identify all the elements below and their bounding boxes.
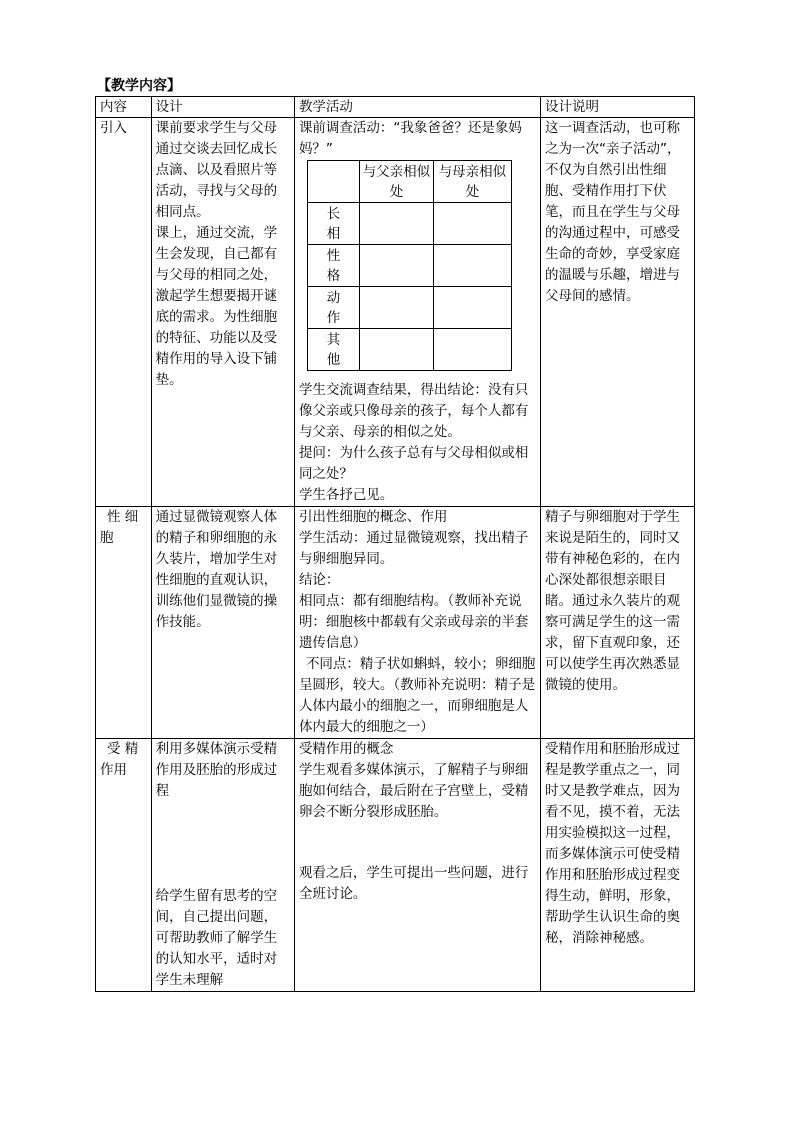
row-content-cell	[96, 118, 152, 507]
activity-text: 课前调查活动：“我象爸爸？还是象妈妈？”	[298, 120, 522, 157]
survey-header-row	[307, 161, 511, 203]
design-text: 通过显微镜观察人体的精子和卵细胞的永久装片，增加学生对性细胞的直观认识，训练他们显微镜的操作技能。	[155, 509, 278, 630]
survey-row-label: 动作	[307, 287, 359, 329]
activity-text: 不同点：精子状如蝌蚪，较小；卵细胞呈圆形，较大。（教师补充说明：精子是人体内最小的细胞之一，而卵细胞是人体内最大的细胞之一）	[298, 656, 536, 735]
survey-row	[307, 203, 511, 245]
note-text: 精子与卵细胞对于学生来说是陌生的，同时又带有神秘色彩的，在内心深处都很想亲眼目睹。通过永久装片的观察可满足学生的这一需求，留下直观印象，还可以使学生再次熟悉显微镜的使用。	[544, 509, 680, 693]
table-row	[96, 739, 695, 992]
spacer	[299, 823, 536, 863]
row-note-cell	[540, 739, 694, 992]
design-text: 课前要求学生与父母通过交谈去回忆成长点滴、以及看照片等活动，寻找与父母的相同点。	[155, 120, 278, 220]
row-design-cell	[151, 118, 294, 507]
activity-text: 相同点：都有细胞结构。（教师补充说明：细胞核中都载有父亲或母亲的半套遗传信息）	[298, 593, 529, 651]
survey-cell	[433, 245, 511, 287]
activity-text: 学生各抒己见。	[298, 487, 394, 503]
row-activity-cell	[294, 507, 540, 739]
survey-table	[307, 160, 512, 371]
activity-text: 提问：为什么孩子总有与父母相似或相同之处？	[298, 445, 529, 482]
table-header-row	[96, 97, 695, 118]
row-design-cell	[151, 739, 294, 992]
survey-header-cell: 与母亲相似处	[433, 161, 511, 203]
survey-cell	[359, 329, 433, 371]
row-note-cell	[540, 507, 694, 739]
activity-text: 引出性细胞的概念、作用	[298, 509, 448, 525]
design-text: 课上，通过交流，学生会发现，自己都有与父母的相同之处，激起学生想要揭开谜底的需求。为性细胞的特征、功能以及受精作用的导入设下铺垫。	[155, 225, 278, 388]
header-activity: 教学活动	[294, 97, 540, 118]
activity-text: 观看之后，学生可提出一些问题，进行全班讨论。	[298, 865, 529, 902]
header-note: 设计说明	[540, 97, 694, 118]
row-activity-cell	[294, 739, 540, 992]
survey-row	[307, 287, 511, 329]
survey-header-cell	[307, 161, 359, 203]
survey-cell	[359, 245, 433, 287]
table-row	[96, 118, 695, 507]
note-text: 受精作用和胚胎形成过程是教学重点之一，同时又是教学难点，因为看不见，摸不着，无法用实验模拟这一过程，而多媒体演示可使受精作用和胚胎形成过程变得生动，鲜明，形象，帮助学生认识生命的奥秘，消除神秘感。	[544, 741, 680, 946]
table-row	[96, 507, 695, 739]
survey-cell	[359, 203, 433, 245]
row-content-label: 受 精作用	[100, 741, 139, 778]
survey-row-label: 其他	[307, 329, 359, 371]
survey-row	[307, 329, 511, 371]
survey-row-label: 性格	[307, 245, 359, 287]
section-title: 【教学内容】	[97, 78, 181, 94]
row-design-cell	[151, 507, 294, 739]
row-activity-cell	[294, 118, 540, 507]
survey-cell	[359, 287, 433, 329]
survey-row	[307, 245, 511, 287]
row-content-cell	[96, 739, 152, 992]
survey-cell	[433, 287, 511, 329]
header-design: 设计	[151, 97, 294, 118]
activity-text: 受精作用的概念	[298, 741, 394, 757]
design-text: 利用多媒体演示受精作用及胚胎的形成过程	[155, 741, 278, 799]
row-content-cell	[96, 507, 152, 739]
header-content: 内容	[96, 97, 152, 118]
row-content-label: 性 细胞	[100, 509, 139, 546]
survey-cell	[433, 203, 511, 245]
row-note-cell	[540, 118, 694, 507]
survey-row-label: 长相	[307, 203, 359, 245]
activity-text: 学生交流调查结果，得出结论：没有只像父亲或只像母亲的孩子，每个人都有与父亲、母亲的相似之处。	[298, 382, 529, 440]
activity-text: 学生观看多媒体演示，了解精子与卵细胞如何结合，最后附在子宫壁上，受精卵会不断分裂形成胚胎。	[298, 762, 529, 820]
row-content-label: 引入	[100, 120, 127, 136]
spacer	[156, 802, 290, 886]
note-text: 这一调查活动，也可称之为一次“亲子活动”，不仅为自然引出性细胞、受精作用打下伏笔，而且在学生与父母的沟通过程中，可感受生命的奇妙，享受家庭的温暖与乐趣，增进与父母间的感情。	[544, 120, 681, 304]
activity-text: 结论：	[298, 572, 340, 588]
survey-header-cell: 与父亲相似处	[359, 161, 433, 203]
design-text: 给学生留有思考的空间，自己提出问题，可帮助教师了解学生的认知水平，适时对学生未理解	[155, 888, 278, 988]
survey-cell	[433, 329, 511, 371]
activity-text: 学生活动：通过显微镜观察，找出精子与卵细胞异同。	[298, 530, 529, 567]
teaching-content-table	[95, 96, 695, 992]
